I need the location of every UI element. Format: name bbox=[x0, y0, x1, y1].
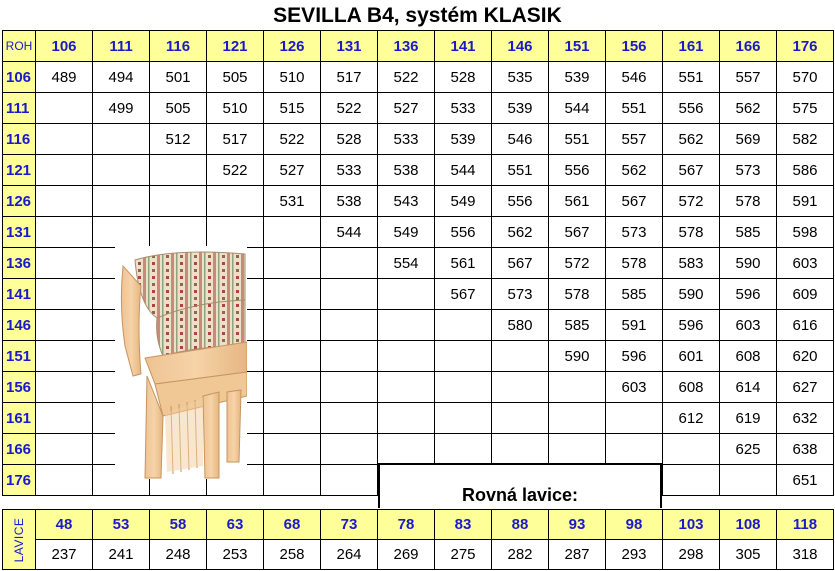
price-cell: 539 bbox=[435, 124, 492, 155]
price-cell: 539 bbox=[492, 93, 549, 124]
column-header-row bbox=[3, 31, 834, 62]
price-cell: 517 bbox=[321, 62, 378, 93]
row-header: 136 bbox=[3, 248, 36, 279]
bench-price-cell: 241 bbox=[93, 540, 150, 570]
price-cell bbox=[663, 434, 720, 465]
price-cell bbox=[150, 217, 207, 248]
price-cell bbox=[150, 155, 207, 186]
price-cell: 551 bbox=[492, 155, 549, 186]
price-cell: 531 bbox=[264, 186, 321, 217]
price-cell bbox=[264, 434, 321, 465]
row-header: 116 bbox=[3, 124, 36, 155]
bench-price-cell: 269 bbox=[378, 540, 435, 570]
price-cell: 596 bbox=[606, 341, 663, 372]
price-cell: 567 bbox=[435, 279, 492, 310]
price-cell: 567 bbox=[492, 248, 549, 279]
price-cell: 596 bbox=[720, 279, 777, 310]
bench-side-label-text: LAVICE bbox=[12, 517, 26, 562]
price-cell: 546 bbox=[606, 62, 663, 93]
bench-size-cell: 73 bbox=[321, 510, 378, 540]
price-cell: 544 bbox=[435, 155, 492, 186]
price-cell bbox=[321, 372, 378, 403]
price-cell bbox=[264, 248, 321, 279]
price-cell: 533 bbox=[435, 93, 492, 124]
price-cell: 609 bbox=[777, 279, 834, 310]
price-cell: 585 bbox=[606, 279, 663, 310]
price-cell: 538 bbox=[378, 155, 435, 186]
price-cell: 549 bbox=[435, 186, 492, 217]
price-cell bbox=[36, 93, 93, 124]
price-cell: 510 bbox=[264, 62, 321, 93]
price-cell bbox=[492, 434, 549, 465]
price-cell: 567 bbox=[606, 186, 663, 217]
straight-bench-label-text: Rovná lavice: bbox=[461, 485, 579, 505]
price-cell: 585 bbox=[549, 310, 606, 341]
price-cell bbox=[321, 403, 378, 434]
corner-bench-image bbox=[115, 246, 247, 479]
price-cell: 522 bbox=[207, 155, 264, 186]
price-cell: 489 bbox=[36, 62, 93, 93]
bench-size-row bbox=[3, 510, 834, 540]
price-cell: 533 bbox=[321, 155, 378, 186]
price-cell bbox=[93, 186, 150, 217]
price-cell: 601 bbox=[663, 341, 720, 372]
price-cell bbox=[36, 124, 93, 155]
table-row bbox=[3, 217, 834, 248]
price-cell: 551 bbox=[663, 62, 720, 93]
price-cell bbox=[492, 341, 549, 372]
price-cell bbox=[36, 341, 93, 372]
price-cell: 573 bbox=[492, 279, 549, 310]
price-cell bbox=[36, 372, 93, 403]
bench-price-cell: 275 bbox=[435, 540, 492, 570]
row-header: 176 bbox=[3, 465, 36, 496]
price-cell: 603 bbox=[720, 310, 777, 341]
bench-size-cell: 78 bbox=[378, 510, 435, 540]
price-cell: 554 bbox=[378, 248, 435, 279]
price-cell: 567 bbox=[663, 155, 720, 186]
price-cell bbox=[378, 279, 435, 310]
corner-bench-photo bbox=[115, 246, 247, 479]
price-cell: 582 bbox=[777, 124, 834, 155]
price-cell bbox=[36, 217, 93, 248]
price-cell bbox=[36, 279, 93, 310]
bench-size-cell: 98 bbox=[606, 510, 663, 540]
row-header: 126 bbox=[3, 186, 36, 217]
bench-size-cell: 53 bbox=[93, 510, 150, 540]
price-cell bbox=[93, 155, 150, 186]
price-cell: 522 bbox=[321, 93, 378, 124]
bench-price-cell: 298 bbox=[663, 540, 720, 570]
column-header: 136 bbox=[378, 31, 435, 62]
price-cell: 651 bbox=[777, 465, 834, 496]
price-cell: 510 bbox=[207, 93, 264, 124]
price-cell: 527 bbox=[264, 155, 321, 186]
row-header: 131 bbox=[3, 217, 36, 248]
price-cell: 578 bbox=[663, 217, 720, 248]
column-header: 106 bbox=[36, 31, 93, 62]
bench-price-cell: 282 bbox=[492, 540, 549, 570]
bench-price-cell: 248 bbox=[150, 540, 207, 570]
bench-price-cell: 293 bbox=[606, 540, 663, 570]
row-header: 146 bbox=[3, 310, 36, 341]
price-cell bbox=[435, 372, 492, 403]
row-header: 161 bbox=[3, 403, 36, 434]
price-cell: 528 bbox=[435, 62, 492, 93]
price-cell bbox=[321, 341, 378, 372]
price-cell: 556 bbox=[549, 155, 606, 186]
price-cell bbox=[93, 217, 150, 248]
price-cell bbox=[264, 403, 321, 434]
price-cell bbox=[378, 341, 435, 372]
price-cell: 598 bbox=[777, 217, 834, 248]
price-cell bbox=[207, 217, 264, 248]
price-cell bbox=[36, 465, 93, 496]
price-cell: 572 bbox=[549, 248, 606, 279]
bench-size-cell: 68 bbox=[264, 510, 321, 540]
price-cell: 625 bbox=[720, 434, 777, 465]
price-cell: 583 bbox=[663, 248, 720, 279]
column-header: 121 bbox=[207, 31, 264, 62]
straight-bench-label bbox=[378, 463, 662, 508]
price-cell bbox=[264, 217, 321, 248]
price-cell: 580 bbox=[492, 310, 549, 341]
price-cell bbox=[321, 248, 378, 279]
row-header: 166 bbox=[3, 434, 36, 465]
price-cell: 573 bbox=[720, 155, 777, 186]
price-cell: 608 bbox=[663, 372, 720, 403]
price-cell: 522 bbox=[378, 62, 435, 93]
bench-size-cell: 88 bbox=[492, 510, 549, 540]
price-cell: 512 bbox=[150, 124, 207, 155]
column-header: 166 bbox=[720, 31, 777, 62]
price-cell bbox=[435, 341, 492, 372]
price-cell: 543 bbox=[378, 186, 435, 217]
price-cell: 538 bbox=[321, 186, 378, 217]
price-cell bbox=[378, 403, 435, 434]
price-cell bbox=[264, 341, 321, 372]
price-cell: 557 bbox=[720, 62, 777, 93]
row-header: 141 bbox=[3, 279, 36, 310]
price-cell: 608 bbox=[720, 341, 777, 372]
price-cell: 561 bbox=[549, 186, 606, 217]
price-cell: 522 bbox=[264, 124, 321, 155]
price-cell: 603 bbox=[606, 372, 663, 403]
price-cell bbox=[435, 434, 492, 465]
bench-price-cell: 287 bbox=[549, 540, 606, 570]
bench-size-cell: 83 bbox=[435, 510, 492, 540]
row-header: 106 bbox=[3, 62, 36, 93]
price-cell bbox=[549, 372, 606, 403]
bench-price-cell: 318 bbox=[777, 540, 834, 570]
bench-price-cell: 253 bbox=[207, 540, 264, 570]
table-row bbox=[3, 62, 834, 93]
price-cell: 590 bbox=[663, 279, 720, 310]
price-cell bbox=[36, 403, 93, 434]
bench-price-cell: 237 bbox=[36, 540, 93, 570]
bench-price-row bbox=[3, 540, 834, 570]
price-cell: 585 bbox=[720, 217, 777, 248]
price-cell: 505 bbox=[207, 62, 264, 93]
price-cell: 638 bbox=[777, 434, 834, 465]
page-title: SEVILLA B4, systém KLASIK bbox=[273, 4, 562, 27]
price-cell: 556 bbox=[663, 93, 720, 124]
price-cell: 578 bbox=[720, 186, 777, 217]
price-cell bbox=[36, 186, 93, 217]
price-cell: 557 bbox=[606, 124, 663, 155]
price-cell: 578 bbox=[549, 279, 606, 310]
bench-size-cell: 48 bbox=[36, 510, 93, 540]
price-cell bbox=[321, 310, 378, 341]
price-cell: 619 bbox=[720, 403, 777, 434]
price-cell bbox=[720, 465, 777, 496]
price-cell: 590 bbox=[549, 341, 606, 372]
column-header: 161 bbox=[663, 31, 720, 62]
price-cell: 567 bbox=[549, 217, 606, 248]
price-cell bbox=[606, 434, 663, 465]
price-cell: 556 bbox=[492, 186, 549, 217]
price-cell: 573 bbox=[606, 217, 663, 248]
price-cell bbox=[435, 403, 492, 434]
price-cell bbox=[606, 403, 663, 434]
price-cell bbox=[207, 186, 264, 217]
price-cell: 627 bbox=[777, 372, 834, 403]
price-cell: 591 bbox=[777, 186, 834, 217]
row-header: 156 bbox=[3, 372, 36, 403]
price-cell: 562 bbox=[663, 124, 720, 155]
price-cell: 562 bbox=[492, 217, 549, 248]
price-cell bbox=[36, 155, 93, 186]
price-cell: 533 bbox=[378, 124, 435, 155]
table-row bbox=[3, 93, 834, 124]
table-row bbox=[3, 186, 834, 217]
price-cell: 494 bbox=[93, 62, 150, 93]
column-header: 151 bbox=[549, 31, 606, 62]
price-cell: 546 bbox=[492, 124, 549, 155]
price-cell bbox=[492, 403, 549, 434]
price-cell: 501 bbox=[150, 62, 207, 93]
price-cell: 528 bbox=[321, 124, 378, 155]
price-cell: 603 bbox=[777, 248, 834, 279]
price-cell bbox=[435, 310, 492, 341]
column-header: 116 bbox=[150, 31, 207, 62]
price-cell: 515 bbox=[264, 93, 321, 124]
price-cell: 544 bbox=[321, 217, 378, 248]
price-cell bbox=[264, 279, 321, 310]
price-cell: 551 bbox=[606, 93, 663, 124]
price-cell bbox=[549, 403, 606, 434]
price-cell: 620 bbox=[777, 341, 834, 372]
price-cell bbox=[93, 124, 150, 155]
price-cell bbox=[378, 372, 435, 403]
price-cell bbox=[264, 310, 321, 341]
price-cell: 556 bbox=[435, 217, 492, 248]
price-cell bbox=[549, 434, 606, 465]
price-cell: 590 bbox=[720, 248, 777, 279]
table-row bbox=[3, 124, 834, 155]
price-cell: 572 bbox=[663, 186, 720, 217]
column-header: 111 bbox=[93, 31, 150, 62]
price-cell: 586 bbox=[777, 155, 834, 186]
price-cell bbox=[492, 372, 549, 403]
price-cell: 549 bbox=[378, 217, 435, 248]
price-cell bbox=[321, 465, 378, 496]
price-cell: 612 bbox=[663, 403, 720, 434]
price-cell bbox=[663, 465, 720, 496]
price-cell: 578 bbox=[606, 248, 663, 279]
price-cell: 591 bbox=[606, 310, 663, 341]
bench-size-cell: 118 bbox=[777, 510, 834, 540]
corner-label: ROH bbox=[3, 31, 36, 62]
price-cell: 527 bbox=[378, 93, 435, 124]
straight-bench-price-table bbox=[2, 509, 834, 570]
bench-size-cell: 103 bbox=[663, 510, 720, 540]
price-cell bbox=[36, 248, 93, 279]
bench-price-cell: 264 bbox=[321, 540, 378, 570]
price-cell: 551 bbox=[549, 124, 606, 155]
price-cell bbox=[264, 465, 321, 496]
price-cell bbox=[264, 372, 321, 403]
price-cell: 616 bbox=[777, 310, 834, 341]
price-cell: 614 bbox=[720, 372, 777, 403]
column-header: 146 bbox=[492, 31, 549, 62]
column-header: 176 bbox=[777, 31, 834, 62]
price-cell: 575 bbox=[777, 93, 834, 124]
price-cell: 544 bbox=[549, 93, 606, 124]
column-header: 131 bbox=[321, 31, 378, 62]
price-cell: 569 bbox=[720, 124, 777, 155]
price-cell bbox=[150, 186, 207, 217]
column-header: 156 bbox=[606, 31, 663, 62]
bench-price-cell: 305 bbox=[720, 540, 777, 570]
price-cell: 562 bbox=[606, 155, 663, 186]
row-header: 111 bbox=[3, 93, 36, 124]
bench-price-cell: 258 bbox=[264, 540, 321, 570]
column-header: 126 bbox=[264, 31, 321, 62]
bench-side-label bbox=[3, 510, 36, 570]
price-cell: 499 bbox=[93, 93, 150, 124]
price-cell bbox=[36, 434, 93, 465]
price-cell: 505 bbox=[150, 93, 207, 124]
price-cell: 535 bbox=[492, 62, 549, 93]
table-row bbox=[3, 155, 834, 186]
bench-size-cell: 108 bbox=[720, 510, 777, 540]
column-header: 141 bbox=[435, 31, 492, 62]
price-cell: 570 bbox=[777, 62, 834, 93]
price-cell: 562 bbox=[720, 93, 777, 124]
price-cell: 596 bbox=[663, 310, 720, 341]
bench-size-cell: 63 bbox=[207, 510, 264, 540]
bench-size-cell: 58 bbox=[150, 510, 207, 540]
row-header: 151 bbox=[3, 341, 36, 372]
price-cell: 561 bbox=[435, 248, 492, 279]
row-header: 121 bbox=[3, 155, 36, 186]
price-cell: 517 bbox=[207, 124, 264, 155]
price-cell bbox=[378, 310, 435, 341]
price-cell: 539 bbox=[549, 62, 606, 93]
price-cell bbox=[378, 434, 435, 465]
price-cell bbox=[321, 279, 378, 310]
price-cell bbox=[36, 310, 93, 341]
price-cell: 632 bbox=[777, 403, 834, 434]
price-cell bbox=[321, 434, 378, 465]
bench-size-cell: 93 bbox=[549, 510, 606, 540]
